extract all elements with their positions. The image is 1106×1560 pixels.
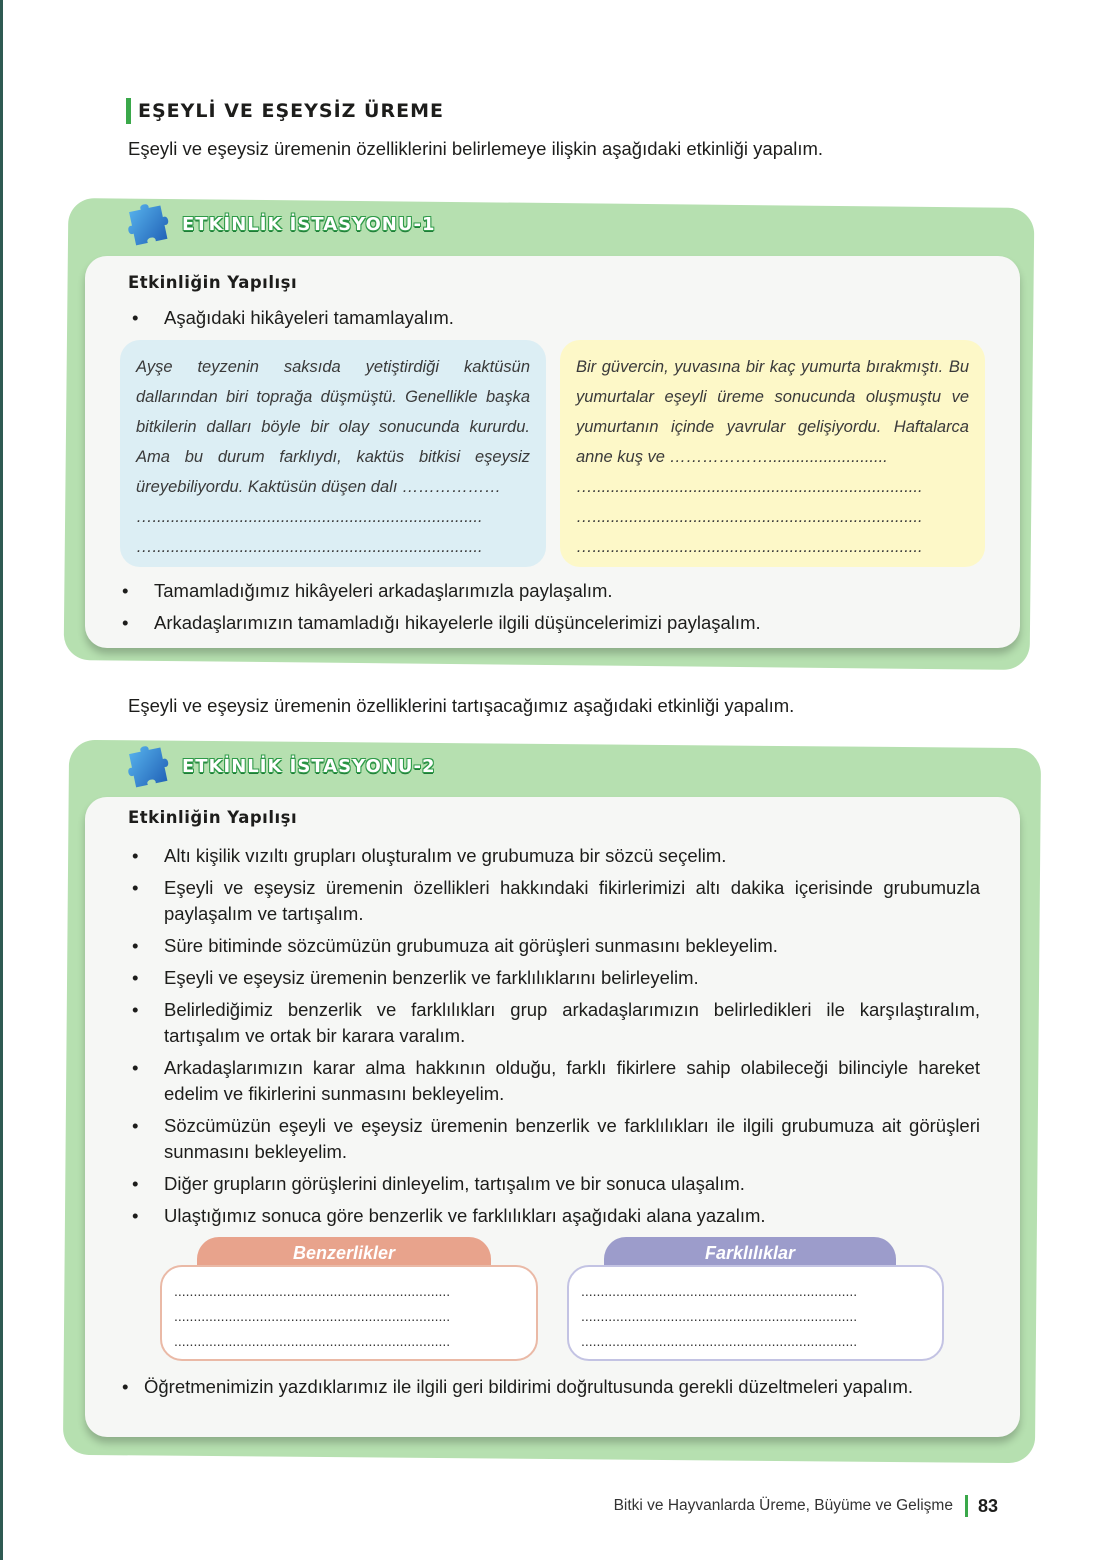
list-item: • Belirlediğimiz benzerlik ve farklılıkları grup arkadaşlarımızın belirledikleri ile karşılaştıralım, tartışalım ve ortak bir karara varalım. [128,997,980,1049]
story-right-line-2: …........................................................................ [576,508,923,526]
benzerlikler-label: Benzerlikler [197,1237,491,1267]
story-left-text: Ayşe teyzenin saksıda yetiştirdiği kaktüsün dallarından biri toprağa düşmüştü. Genellikle başka bitkilerin dalları böyle bir olay sonucunda kururdu. Ama bu durum farklıydı, kaktüs bitkisi eşeysiz üreyebiliyordu. Kaktüsün düşen dalı ……………… [136,358,530,496]
chapter-title: Bitki ve Hayvanlarda Üreme, Büyüme ve Gelişme [613,1497,953,1514]
page-number: 83 [977,1495,998,1516]
story-left-line-1: …........................................................................ [136,508,483,526]
answer-line: ....................................................................... [581,1283,858,1299]
puzzle-piece-icon [124,740,176,792]
list-item: • Süre bitiminde sözcümüzün grubumuza ait görüşleri sunmasını bekleyelim. [128,933,980,959]
story-right-line-1: …........................................................................ [576,478,923,496]
answer-line: ....................................................................... [581,1333,858,1349]
list-item: • Altı kişilik vızıltı grupları oluşturalım ve grubumuza bir sözcü seçelim. [128,843,980,869]
story-left-box [120,340,546,567]
story-right-line-3: …........................................................................ [576,538,923,556]
puzzle-piece-icon [124,198,176,250]
list-item: • Diğer grupların görüşlerini dinleyelim, tartışalım ve bir sonuca ulaşalım. [128,1171,980,1197]
list-item: • Tamamladığımız hikâyeleri arkadaşlarımızla paylaşalım. [118,578,998,604]
story-right-text: Bir güvercin, yuvasına bir kaç yumurta bırakmıştı. Bu yumurtalar eşeyli üreme sonucunda oluşmuştu ve yumurtanın içinde yavrular gelişiyordu. Haftalarca anne kuş ve ……………….......................... [576,358,969,466]
list-item: • Arkadaşlarımızın tamamladığı hikayelerle ilgili düşüncelerimizi paylaşalım. [118,610,998,636]
page-footer [614,1495,998,1517]
list-item: • Ulaştığımız sonuca göre benzerlik ve farklılıkları aşağıdaki alana yazalım. [128,1203,980,1229]
list-item: • Aşağıdaki hikâyeleri tamamlayalım. [128,305,988,331]
station1-subtitle: Etkinliğin Yapılışı [128,273,298,292]
station2-header [124,740,435,792]
intro-text-1: Eşeyli ve eşeysiz üremenin özelliklerini belirlemeye ilişkin aşağıdaki etkinliği yapalım. [128,138,824,159]
story-right-box [560,340,985,567]
answer-line: ....................................................................... [174,1333,451,1349]
benzerlikler-answer-box[interactable] [160,1265,538,1361]
station1-header [124,198,435,250]
station2-final-list [118,1374,980,1406]
farkliliklar-answer-box[interactable] [567,1265,944,1361]
station1-instruction-list [128,305,988,337]
answer-line: ....................................................................... [581,1308,858,1324]
list-item: • Sözcümüzün eşeyli ve eşeysiz üremenin benzerlik ve farklılıkları ile ilgili grubumuza ait görüşleri sunmasını bekleyelim. [128,1113,980,1165]
footer-separator [965,1495,968,1517]
station1-title: ETKİNLİK İSTASYONU-1 [182,213,436,235]
station2-title: ETKİNLİK İSTASYONU-2 [182,755,436,777]
section-title: EŞEYLİ VE EŞEYSİZ ÜREME [126,98,444,124]
station1-after-list [118,578,998,642]
answer-line: ....................................................................... [174,1283,451,1299]
intro-text-2: Eşeyli ve eşeysiz üremenin özelliklerini tartışacağımız aşağıdaki etkinliği yapalım. [128,695,795,716]
list-item: • Öğretmenimizin yazdıklarımız ile ilgili geri bildirimi doğrultusunda gerekli düzeltmeleri yapalım. [118,1374,980,1400]
answer-line: ....................................................................... [174,1308,451,1324]
page-edge [0,0,3,1560]
list-item: • Eşeyli ve eşeysiz üremenin benzerlik ve farklılıklarını belirleyelim. [128,965,980,991]
station2-steps-list [128,843,980,1235]
story-left-line-2: …........................................................................ [136,538,483,556]
list-item: • Arkadaşlarımızın karar alma hakkının olduğu, farklı fikirlere sahip olabileceği bilinciyle hareket edelim ve fikirlerini sunmasını bekleyelim. [128,1055,980,1107]
farkliliklar-label: Farklılıklar [604,1237,896,1267]
station2-subtitle: Etkinliğin Yapılışı [128,808,298,827]
list-item: • Eşeyli ve eşeysiz üremenin özellikleri hakkındaki fikirlerimizi altı dakika içerisinde grubumuzla paylaşalım ve tartışalım. [128,875,980,927]
